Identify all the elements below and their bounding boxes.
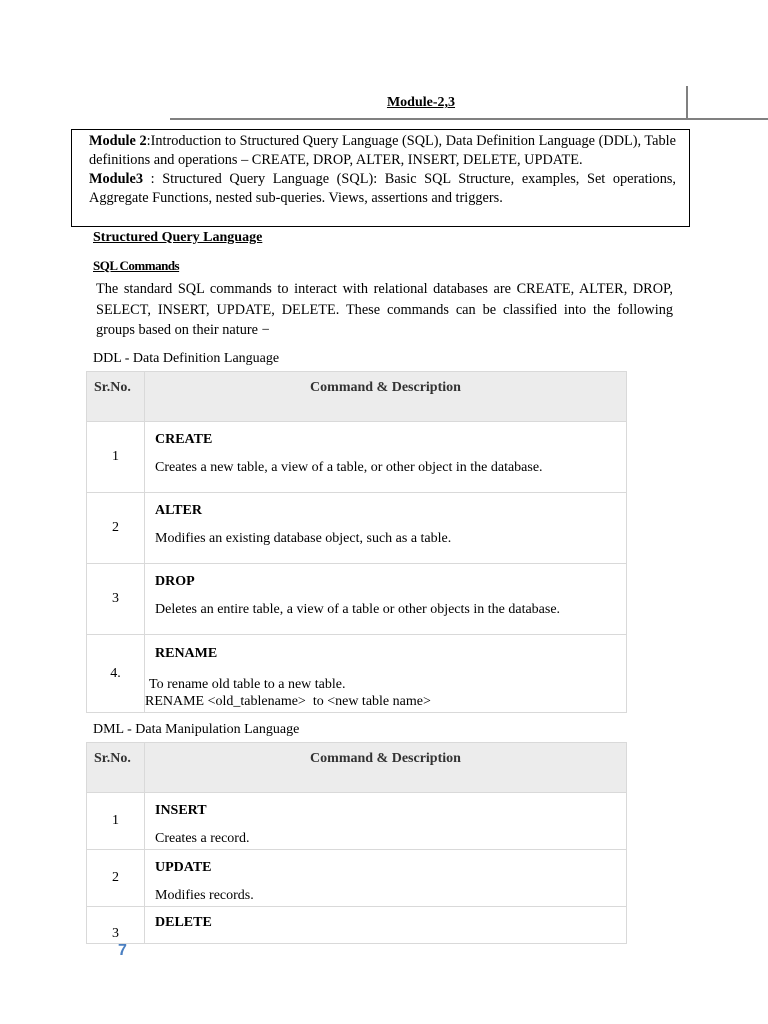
command-name: DROP: [155, 574, 195, 589]
module3-text: : Structured Query Language (SQL): Basic SQL Structure, examples, Set operations, Aggregate Functions, nested sub-queries. Views, assertions and triggers.: [89, 171, 676, 206]
module-title: Module-2,3: [386, 95, 456, 110]
module3-label: Module3: [89, 171, 144, 187]
row-number: 2: [87, 850, 145, 907]
command-name: INSERT: [155, 803, 207, 818]
ddl-table: [86, 371, 627, 713]
row-content: [145, 422, 627, 493]
header-command-description: Command & Description: [145, 743, 627, 793]
header-sr-no: Sr.No.: [87, 372, 145, 422]
syllabus-box: [71, 129, 690, 227]
module2-label: Module 2: [89, 133, 147, 149]
dml-table: [86, 742, 627, 944]
header-sr-no: Sr.No.: [87, 743, 145, 793]
command-name: RENAME: [155, 646, 218, 661]
row-number: 1: [87, 422, 145, 493]
sub-heading: SQL Commands: [93, 258, 180, 273]
row-content: [145, 493, 627, 564]
row-content: [145, 564, 627, 635]
command-name: UPDATE: [155, 860, 212, 875]
row-content: [145, 635, 627, 713]
table-row: [87, 635, 627, 713]
module2-paragraph: [89, 132, 676, 170]
command-description: To rename old table to a new table.: [149, 677, 346, 692]
command-description: Creates a new table, a view of a table, or other object in the database.: [155, 460, 543, 475]
command-name: DELETE: [155, 915, 212, 930]
table-header-row: [87, 372, 627, 422]
command-description: Modifies records.: [155, 888, 254, 903]
row-number: 1: [87, 793, 145, 850]
row-number: 2: [87, 493, 145, 564]
row-content: [145, 850, 627, 907]
row-number: 4.: [87, 635, 145, 713]
command-syntax: RENAME <old_tablename> to <new table name>: [145, 694, 431, 709]
command-description: Creates a record.: [155, 831, 250, 846]
header-rule: [170, 118, 768, 120]
module3-paragraph: [89, 170, 676, 208]
page-number: 7: [118, 942, 127, 959]
module2-text: :Introduction to Structured Query Language (SQL), Data Definition Language (DDL), Table definitions and operations – CREATE, DROP, ALTER, INSERT, DELETE, UPDATE.: [89, 133, 676, 168]
table-row: [87, 793, 627, 850]
intro-paragraph: The standard SQL commands to interact with relational databases are CREATE, ALTER, DROP, SELECT, INSERT, UPDATE, DELETE. These commands can be classified into the following groups based on their nature −: [96, 281, 673, 338]
command-description: Deletes an entire table, a view of a table or other objects in the database.: [155, 602, 561, 617]
table-row: [87, 907, 627, 944]
command-name: ALTER: [155, 503, 202, 518]
command-name: CREATE: [155, 432, 213, 447]
table-row: [87, 850, 627, 907]
header-command-description: Command & Description: [145, 372, 627, 422]
table-row: [87, 564, 627, 635]
table-row: [87, 493, 627, 564]
row-number: 3: [87, 564, 145, 635]
row-content: [145, 793, 627, 850]
table-header-row: [87, 743, 627, 793]
dml-caption: DML - Data Manipulation Language: [93, 722, 300, 737]
row-content: [145, 907, 627, 944]
section-heading: Structured Query Language: [93, 230, 263, 245]
row-number: 3: [87, 907, 145, 944]
table-row: [87, 422, 627, 493]
ddl-caption: DDL - Data Definition Language: [93, 351, 280, 366]
command-description: Modifies an existing database object, such as a table.: [155, 531, 452, 546]
